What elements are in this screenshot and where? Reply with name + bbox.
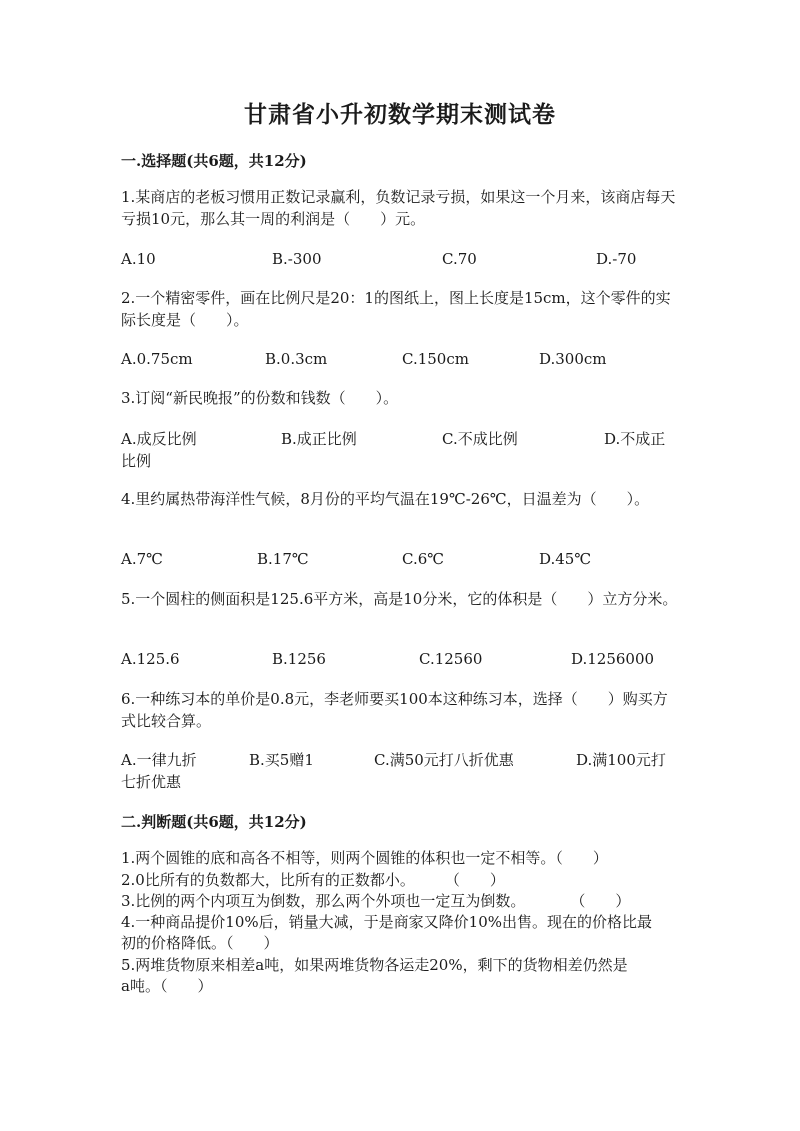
option-b: B.17℃ (257, 550, 309, 568)
option-a: A.7℃ (121, 550, 163, 568)
option-d: D.1256000 (571, 650, 655, 668)
option-a: A.一律九折 (121, 751, 197, 769)
option-d: D.不成正 (604, 430, 666, 448)
section-heading-judgement: 二.判断题(共6题，共12分) (121, 813, 307, 831)
judgement-line: 4.一种商品提价10%后，销量大减，于是商家又降价10%出售。现在的价格比最 (121, 913, 652, 931)
option-c: C.满50元打八折优惠 (374, 751, 514, 769)
option-c: C.150cm (402, 350, 469, 368)
option-a: A.成反比例 (121, 430, 197, 448)
judgement-line: 1.两个圆锥的底和高各不相等，则两个圆锥的体积也一定不相等。（ ） (121, 849, 608, 867)
judgement-line: a吨。（ ） (121, 977, 213, 995)
option-d: D.满100元打 (576, 751, 666, 769)
option-c: C.70 (442, 250, 477, 268)
option-d: D.300cm (539, 350, 607, 368)
option-b: B.1256 (272, 650, 326, 668)
option-d: D.-70 (596, 250, 637, 268)
option-c: C.不成比例 (442, 430, 518, 448)
page-title: 甘肃省小升初数学期末测试卷 (244, 101, 556, 128)
option-d: D.45℃ (539, 550, 592, 568)
option-b: B.-300 (272, 250, 322, 268)
option-b: B.买5赠1 (249, 751, 314, 769)
question-text: 4.里约属热带海洋性气候，8月份的平均气温在19℃-26℃，日温差为（ ）。 (121, 490, 650, 508)
option-a: A.0.75cm (121, 350, 193, 368)
question-text: 6.一种练习本的单价是0.8元，李老师要买100本这种练习本，选择（ ）购买方式比较合算。 (121, 690, 668, 730)
question-text: 1.某商店的老板习惯用正数记录赢利，负数记录亏损，如果这一个月来，该商店每天亏损10元，那么其一周的利润是（ ）元。 (121, 188, 676, 228)
section-heading-choice: 一.选择题(共6题，共12分) (121, 152, 307, 170)
option-c: C.12560 (419, 650, 483, 668)
question-text: 3.订阅“新民晚报”的份数和钱数（ ）。 (121, 389, 399, 407)
option-a: A.10 (121, 250, 156, 268)
option-d-continued: 七折优惠 (121, 773, 182, 791)
option-d-continued: 比例 (121, 452, 152, 470)
judgement-line: 初的价格降低。（ ） (121, 934, 279, 952)
question-text: 2.一个精密零件，画在比例尺是20：1的图纸上，图上长度是15cm，这个零件的实际长度是（ ）。 (121, 289, 671, 329)
option-a: A.125.6 (121, 650, 180, 668)
question-text: 5.一个圆柱的侧面积是125.6平方米，高是10分米，它的体积是（ ）立方分米。 (121, 590, 678, 608)
judgement-line: 5.两堆货物原来相差a吨，如果两堆货物各运走20%，剩下的货物相差仍然是 (121, 956, 628, 974)
option-b: B.成正比例 (281, 430, 357, 448)
option-c: C.6℃ (402, 550, 445, 568)
judgement-line: 2.0比所有的负数都大，比所有的正数都小。 （ ） (121, 871, 505, 889)
option-b: B.0.3cm (265, 350, 328, 368)
judgement-line: 3.比例的两个内项互为倒数，那么两个外项也一定互为倒数。 （ ） (121, 892, 631, 910)
